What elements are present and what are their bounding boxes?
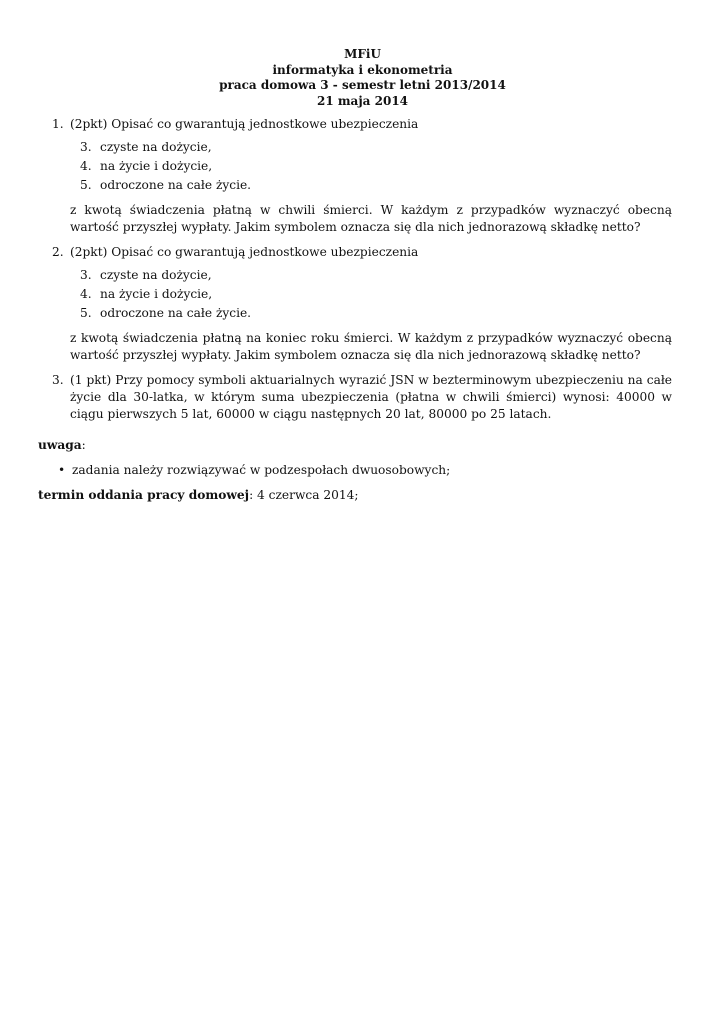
task-number: 3. (52, 373, 64, 387)
deadline-value: : 4 czerwca 2014; (249, 488, 359, 502)
note-heading (38, 437, 672, 454)
task-sublist (70, 139, 672, 194)
list-item (80, 139, 672, 156)
note-colon: : (81, 438, 86, 452)
task-title: (2pkt) Opisać co gwarantują jednostkowe ubezpieczenia (70, 117, 419, 131)
list-item-text: czyste na dożycie, (100, 268, 212, 282)
document-header (0, 47, 725, 109)
list-item-text: na życie i dożycie, (100, 159, 213, 173)
task-body: z kwotą świadczenia płatną na koniec roku śmierci. W każdym z przypadków wyznaczyć obecną wartość przyszłej wypłaty. Jakim symbolem oznacza się dla nich jednorazową składkę netto? (70, 331, 672, 362)
note-list (38, 462, 672, 479)
task-3 (38, 372, 672, 423)
list-item (80, 177, 672, 194)
list-item-text: odroczone na całe życie. (100, 306, 252, 320)
course-title: MFiU (344, 47, 381, 61)
task-body: z kwotą świadczenia płatną w chwili śmierci. W każdym z przypadków wyznaczyć obecną wartość przyszłej wypłaty. Jakim symbolem oznacza się dla nich jednorazową składkę netto? (70, 203, 672, 234)
list-item-text: na życie i dożycie, (100, 287, 213, 301)
list-item (80, 286, 672, 303)
task-number: 2. (52, 245, 64, 259)
deadline-label: termin oddania pracy domowej (38, 488, 250, 502)
list-item (80, 305, 672, 322)
list-item-number: 5. (80, 178, 92, 192)
list-item-number: 3. (80, 140, 92, 154)
list-item-text: czyste na dożycie, (100, 140, 212, 154)
deadline (38, 487, 672, 504)
list-item-number: 5. (80, 306, 92, 320)
task-title: (1 pkt) Przy pomocy symboli aktuarialnych wyrazić JSN w bezterminowym ubezpieczeniu na całe życie dla 30-latka, w którym suma ubezpieczenia (płatna w chwili śmierci) wynosi: 40000 w ciągu pierwszych 5 lat, 60000 w ciągu następnych 20 lat, 80000 po 25 latach. (70, 373, 672, 421)
list-item (58, 462, 672, 479)
task-sublist (70, 267, 672, 322)
note-text: zadania należy rozwiązywać w podzespołach dwuosobowych; (72, 463, 451, 477)
assignment-title: praca domowa 3 - semestr letni 2013/2014 (219, 78, 506, 92)
list-item-number: 3. (80, 268, 92, 282)
bullet-icon: • (58, 463, 66, 477)
note-label: uwaga (38, 438, 82, 452)
list-item (80, 267, 672, 284)
task-title: (2pkt) Opisać co gwarantują jednostkowe ubezpieczenia (70, 245, 419, 259)
course-subtitle: informatyka i ekonometria (272, 62, 453, 77)
task-1 (38, 116, 672, 236)
list-item (80, 158, 672, 175)
list-item-number: 4. (80, 159, 92, 173)
task-number: 1. (52, 117, 64, 131)
list-item-text: odroczone na całe życie. (100, 178, 252, 192)
list-item-number: 4. (80, 287, 92, 301)
assignment-date: 21 maja 2014 (316, 93, 409, 108)
document-body (38, 116, 672, 504)
task-2 (38, 244, 672, 364)
